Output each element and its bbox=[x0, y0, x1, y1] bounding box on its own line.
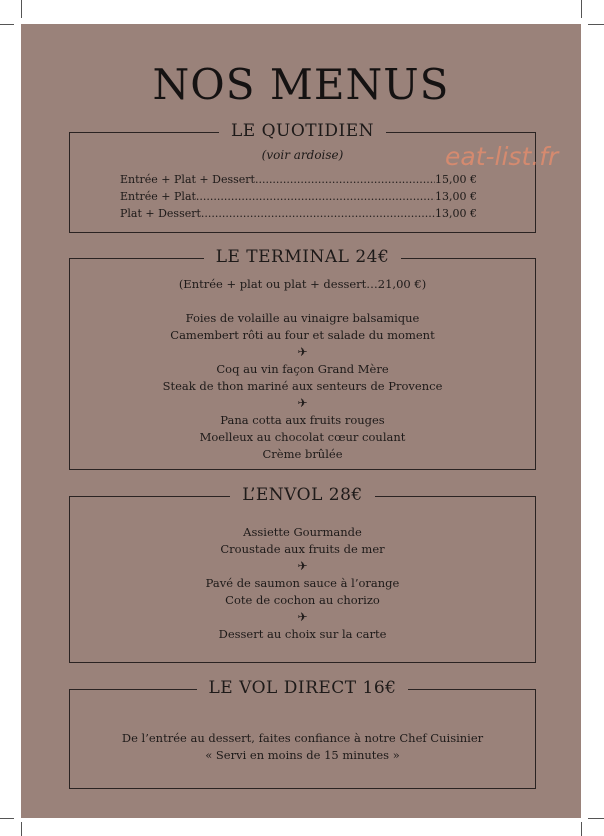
dish-starter: Camembert rôti au four et salade du moment bbox=[170, 328, 435, 342]
plane-separator-icon: ✈ bbox=[297, 610, 308, 624]
dish-starter: Foies de volaille au vinaigre balsamique bbox=[185, 311, 420, 325]
section-title-text: LE TERMINAL 24€ bbox=[204, 247, 402, 267]
menu-note: (Entrée + plat ou plat + dessert…21,00 €) bbox=[178, 277, 427, 291]
price-row-label: Plat + Dessert bbox=[120, 207, 201, 220]
section-title bbox=[70, 121, 535, 141]
dot-leader bbox=[255, 171, 435, 188]
dish-dessert: Crème brûlée bbox=[262, 447, 343, 461]
section-title bbox=[70, 485, 535, 505]
section-title-text: LE VOL DIRECT 16€ bbox=[197, 678, 409, 698]
page-title: NOS MENUS bbox=[152, 60, 450, 109]
plane-separator-icon: ✈ bbox=[297, 345, 308, 359]
section-title-text: L’ENVOL 28€ bbox=[230, 485, 374, 505]
dot-leader bbox=[201, 205, 435, 222]
crop-mark bbox=[0, 818, 14, 819]
price-row-label: Entrée + Plat + Dessert bbox=[120, 173, 255, 186]
section-terminal bbox=[69, 247, 536, 470]
price-list bbox=[120, 171, 477, 222]
dish-starter: Croustade aux fruits de mer bbox=[220, 542, 385, 556]
crop-mark bbox=[0, 24, 14, 25]
description-line: De l’entrée au dessert, faites confiance à notre Chef Cuisinier bbox=[121, 731, 484, 745]
dish-main: Coq au vin façon Grand Mère bbox=[216, 362, 389, 376]
price-row-price: 15,00 € bbox=[435, 173, 477, 186]
crop-mark bbox=[588, 24, 604, 25]
price-row bbox=[120, 205, 477, 222]
text-list bbox=[70, 730, 535, 764]
crop-mark bbox=[581, 822, 582, 836]
plane-separator-icon: ✈ bbox=[297, 559, 308, 573]
section-subtitle: (voir ardoise) bbox=[261, 148, 344, 162]
price-row bbox=[120, 171, 477, 188]
price-row bbox=[120, 188, 477, 205]
section-vol-direct bbox=[69, 678, 536, 789]
dish-list bbox=[70, 524, 535, 643]
dish-main: Steak de thon mariné aux senteurs de Provence bbox=[162, 379, 443, 393]
crop-mark bbox=[21, 822, 22, 836]
dish-main: Pavé de saumon sauce à l’orange bbox=[205, 576, 400, 590]
crop-mark bbox=[581, 0, 582, 18]
dish-main: Cote de cochon au chorizo bbox=[225, 593, 380, 607]
dish-starter: Assiette Gourmande bbox=[243, 525, 362, 539]
section-title-text: LE QUOTIDIEN bbox=[219, 121, 386, 141]
section-title bbox=[70, 678, 535, 698]
dish-dessert: Pana cotta aux fruits rouges bbox=[220, 413, 385, 427]
dish-dessert: Moelleux au chocolat cœur coulant bbox=[199, 430, 406, 444]
description-line: « Servi en moins de 15 minutes » bbox=[205, 748, 400, 762]
price-row-price: 13,00 € bbox=[435, 190, 477, 203]
price-row-label: Entrée + Plat bbox=[120, 190, 196, 203]
crop-mark bbox=[21, 0, 22, 18]
dish-list bbox=[70, 310, 535, 463]
crop-mark bbox=[588, 818, 604, 819]
plane-separator-icon: ✈ bbox=[297, 396, 308, 410]
watermark: eat-list.fr bbox=[445, 142, 559, 171]
dish-dessert: Dessert au choix sur la carte bbox=[218, 627, 387, 641]
menu-page bbox=[21, 24, 581, 818]
dot-leader bbox=[196, 188, 435, 205]
section-title bbox=[70, 247, 535, 267]
section-envol bbox=[69, 485, 536, 663]
price-row-price: 13,00 € bbox=[435, 207, 477, 220]
